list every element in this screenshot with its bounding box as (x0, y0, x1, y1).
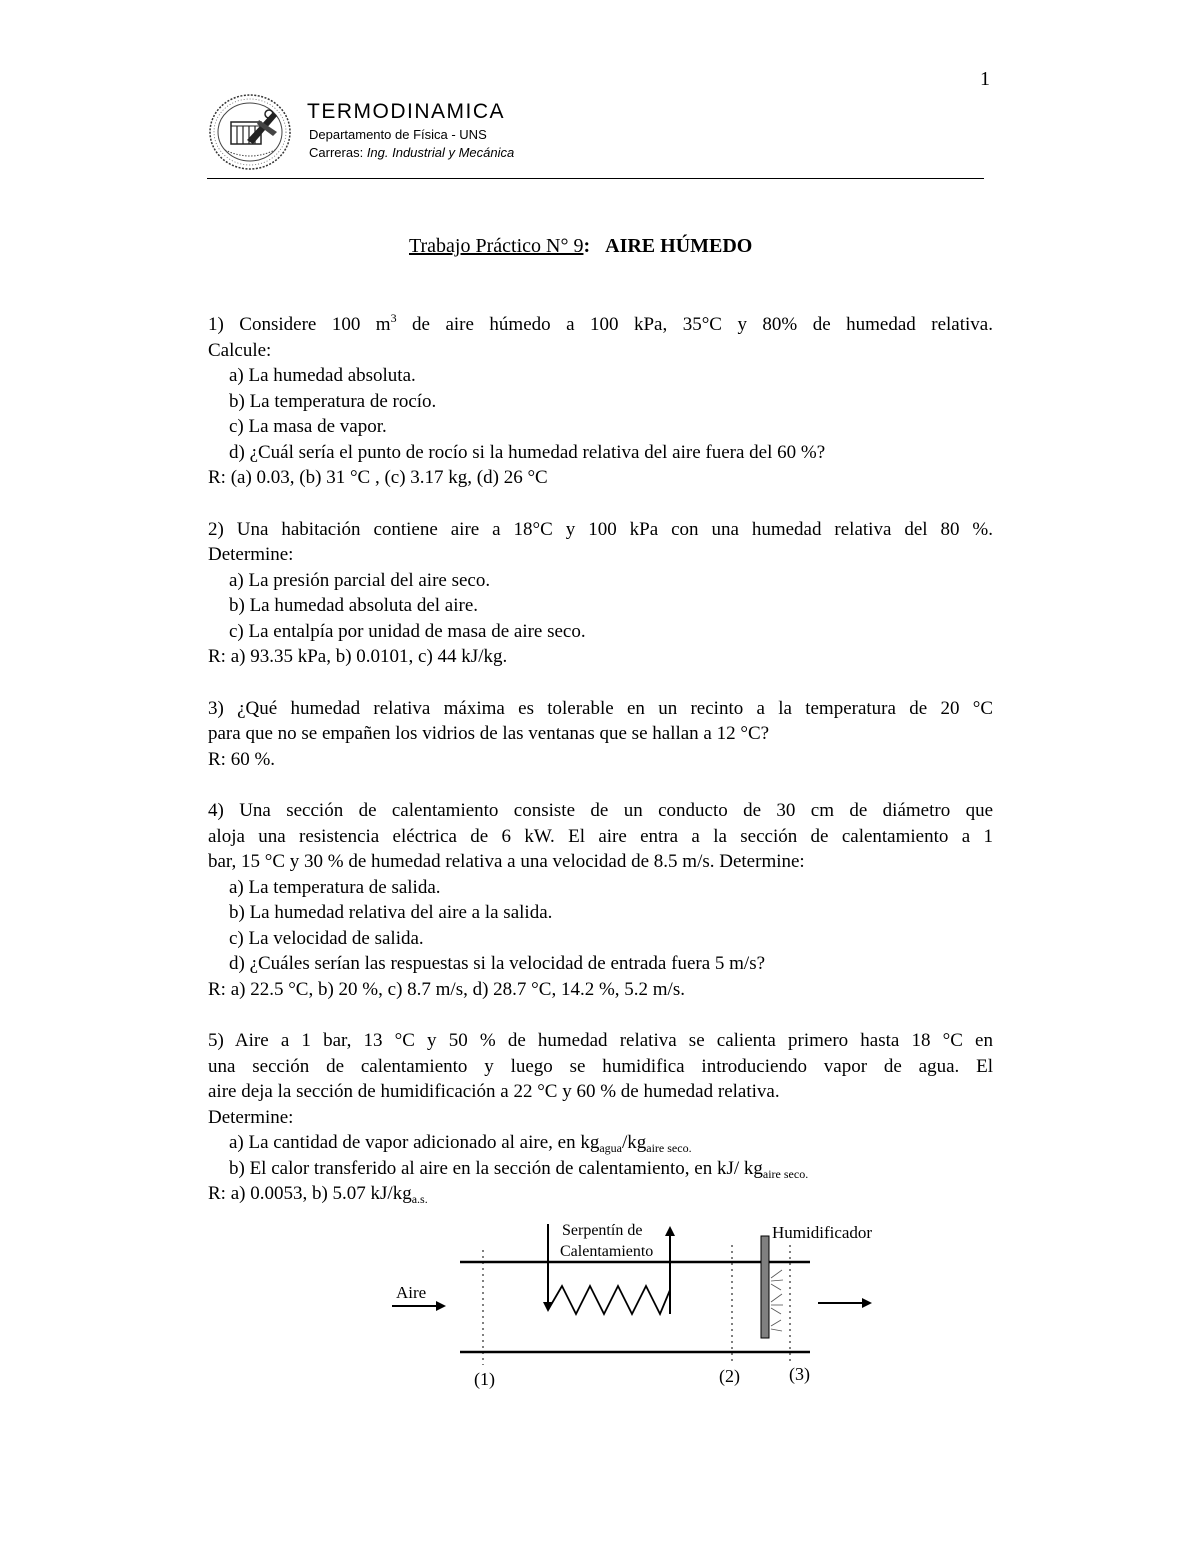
superscript: 3 (390, 311, 397, 325)
station-3-label: (3) (789, 1364, 810, 1384)
university-seal-logo (207, 92, 293, 172)
problem-statement-line: 2) Una habitación contiene aire a 18°C y 100 kPa con una humedad relativa del 80 %. (208, 518, 993, 540)
coil-label-line-1: Serpentín de (562, 1222, 643, 1239)
heating-coil (548, 1286, 670, 1314)
problem-statement-line: 5) Aire a 1 bar, 13 °C y 50 % de humedad relativa se calienta primero hasta 18 °C en (208, 1030, 993, 1051)
carreras-label: Carreras: (309, 145, 364, 160)
title-colon: : (583, 235, 591, 257)
title-topic: AIRE HÚMEDO (605, 235, 753, 257)
course-title: TERMODINAMICA (307, 100, 505, 123)
problem-statement-line: una sección de calentamiento y luego se humidifica introduciendo vapor de agua. El (208, 1055, 993, 1077)
problem-2 (208, 517, 993, 670)
sub-question: b) La temperatura de rocío. (229, 390, 437, 412)
answer-line: R: 60 %. (208, 748, 276, 770)
subscript: aire seco. (762, 1166, 809, 1181)
sub-question: a) La presión parcial del aire seco. (229, 569, 491, 591)
problem-statement-line (208, 312, 993, 338)
problem-list (208, 312, 993, 1233)
sub-question-text: /kg (621, 1132, 647, 1153)
statement-text: de aire húmedo a 100 kPa, 35°C y 80% de humedad relativa. (396, 314, 993, 335)
sub-question: d) ¿Cuáles serían las respuestas si la velocidad de entrada fuera 5 m/s? (229, 953, 766, 974)
problem-statement-line: bar, 15 °C y 30 % de humedad relativa a una velocidad de 8.5 m/s. Determine: (208, 851, 805, 872)
statement-text: 1) Considere 100 m (208, 314, 391, 335)
subscript: a.s. (411, 1192, 428, 1206)
coil-label-line-2: Calentamiento (560, 1243, 654, 1260)
sub-question (208, 1130, 993, 1156)
subscript: aire seco. (646, 1141, 692, 1155)
problem-5 (208, 1028, 993, 1207)
problem-1 (208, 312, 993, 491)
problem-statement-line: para que no se empañen los vidrios de las ventanas que se hallan a 12 °C? (208, 723, 770, 744)
humidifier-label: Humidificador (772, 1223, 873, 1242)
carreras-value: Ing. Industrial y Mecánica (366, 145, 515, 160)
problem-statement-line: Determine: (208, 1106, 294, 1128)
sub-question: b) La humedad relativa del aire a la salida. (229, 902, 553, 923)
sub-question: a) La humedad absoluta. (229, 365, 416, 386)
problem-4 (208, 798, 993, 1002)
sub-question (208, 1156, 993, 1182)
answer-text: R: a) 0.0053, b) 5.07 kJ/kg (208, 1183, 412, 1204)
sub-question: a) La temperatura de salida. (229, 876, 441, 898)
sub-question: c) La entalpía por unidad de masa de aire seco. (229, 620, 586, 642)
answer-line (208, 1181, 993, 1207)
answer-line: R: (a) 0.03, (b) 31 °C , (c) 3.17 kg, (d) 26 °C (208, 467, 548, 488)
station-1-label: (1) (474, 1369, 495, 1389)
inlet-label: Aire (396, 1283, 427, 1302)
sub-question: c) La masa de vapor. (229, 416, 387, 437)
header-divider (207, 178, 984, 179)
department-line: Departamento de Física - UNS (309, 127, 487, 142)
sub-question-text: b) El calor transferido al aire en la sección de calentamiento, en kJ/ kg (229, 1157, 763, 1179)
humidifier-bar (761, 1236, 769, 1338)
problem-statement-line: aire deja la sección de humidificación a 22 °C y 60 % de humedad relativa. (208, 1081, 780, 1102)
problem-statement-line: aloja una resistencia eléctrica de 6 kW. El aire entra a la sección de calentamiento a 1 (208, 825, 993, 847)
sub-question: d) ¿Cuál sería el punto de rocío si la humedad relativa del aire fuera del 60 %? (229, 441, 826, 463)
humidification-duct-diagram (380, 1210, 900, 1400)
carreras-line (309, 145, 514, 160)
sub-question-text: a) La cantidad de vapor adicionado al aire, en kg (229, 1132, 600, 1153)
problem-3 (208, 696, 993, 773)
page-number: 1 (980, 68, 990, 90)
sub-question: c) La velocidad de salida. (229, 927, 424, 949)
title-prefix: Trabajo Práctico N° 9 (409, 235, 584, 257)
answer-line: R: a) 93.35 kPa, b) 0.0101, c) 44 kJ/kg. (208, 646, 508, 667)
sub-question: b) La humedad absoluta del aire. (229, 595, 479, 616)
problem-statement-line: Determine: (208, 544, 294, 565)
problem-statement-line: 4) Una sección de calentamiento consiste de un conducto de 30 cm de diámetro que (208, 800, 993, 821)
steam-spray (771, 1270, 783, 1331)
subscript: agua (599, 1141, 622, 1155)
answer-line: R: a) 22.5 °C, b) 20 %, c) 8.7 m/s, d) 28.7 °C, 14.2 %, 5.2 m/s. (208, 978, 685, 1000)
problem-statement-line: Calcule: (208, 339, 272, 361)
problem-statement-line: 3) ¿Qué humedad relativa máxima es tolerable en un recinto a la temperatura de 20 °C (208, 697, 993, 719)
station-2-label: (2) (719, 1366, 740, 1386)
document-title (409, 235, 752, 258)
